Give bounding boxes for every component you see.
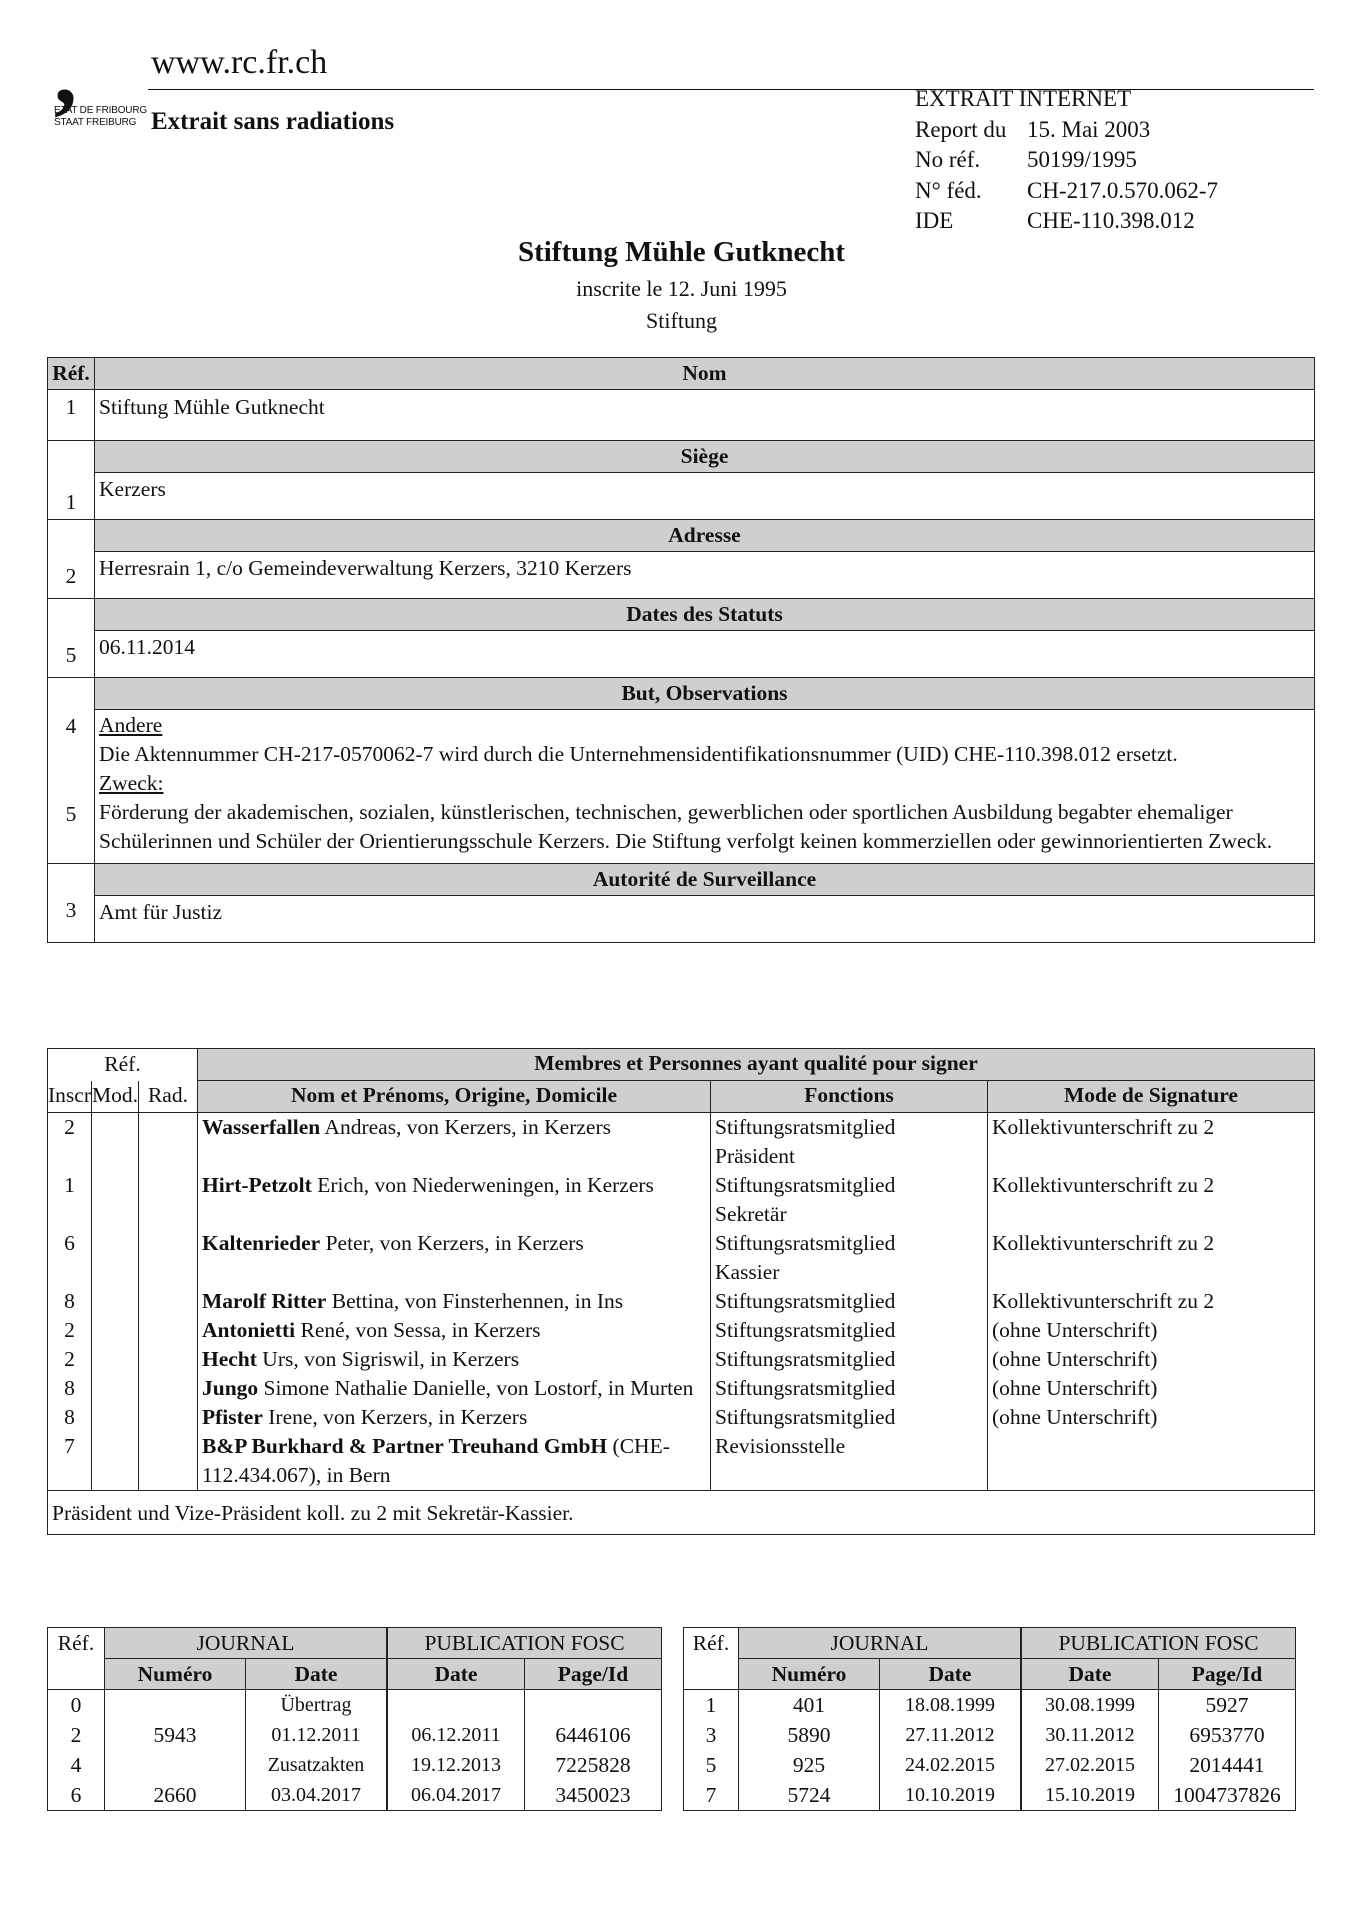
observation-label-zweck: Zweck: (99, 771, 164, 795)
member-name: B&P Burkhard & Partner Treuhand GmbH (CHE-112.434.067), in Bern (197, 1432, 710, 1491)
member-function: Stiftungsratsmitglied (710, 1345, 987, 1374)
journal-date: Zusatzakten (246, 1750, 387, 1780)
ref-cell: 1 (48, 441, 95, 520)
member-name: Hecht Urs, von Sigriswil, in Kerzers (197, 1345, 710, 1374)
member-rad (138, 1229, 197, 1287)
member-mod (91, 1345, 138, 1374)
member-name: Antonietti René, von Sessa, in Kerzers (197, 1316, 710, 1345)
member-function: Stiftungsratsmitglied (710, 1374, 987, 1403)
member-signature (987, 1432, 1314, 1491)
journal-numero: 925 (739, 1750, 880, 1780)
meta-row-ref: No réf. 50199/1995 (915, 147, 1137, 172)
members-title: Membres et Personnes ayant qualité pour signer (197, 1049, 1314, 1081)
register-table (47, 357, 1315, 943)
members-note: Präsident und Vize-Präsident koll. zu 2 mit Sekretär-Kassier. (48, 1491, 1315, 1535)
publication-date: 06.12.2011 (388, 1720, 525, 1750)
member-inscr: 7 (48, 1432, 92, 1491)
member-rad (138, 1113, 197, 1172)
member-function: Stiftungsratsmitglied (710, 1316, 987, 1345)
logo-text-de: STAAT FREIBURG (54, 117, 137, 128)
statuts-value: 06.11.2014 (95, 631, 1315, 678)
meta-row-report: Report du 15. Mai 2003 (915, 116, 1151, 142)
member-name: Marolf Ritter Bettina, von Finsterhennen, in Ins (197, 1287, 710, 1316)
col-name: Nom et Prénoms, Origine, Domicile (197, 1081, 710, 1113)
member-inscr: 2 (48, 1316, 92, 1345)
col-mod: Mod. (91, 1081, 138, 1113)
company-name: Stiftung Mühle Gutknecht (517, 236, 846, 268)
journal-numero: 2660 (105, 1780, 246, 1811)
journal-date: 24.02.2015 (880, 1750, 1021, 1780)
member-rad (138, 1345, 197, 1374)
journal-date: 03.04.2017 (246, 1780, 387, 1811)
publication-page-id: 5927 (1159, 1690, 1296, 1721)
member-function: Stiftungsratsmitglied Kassier (710, 1229, 987, 1287)
ref-cell: 5 (48, 599, 95, 678)
journal-numero: 5943 (105, 1720, 246, 1750)
registration-date: inscrite le 12. Juni 1995 (576, 276, 787, 301)
extract-subtitle: Extrait sans radiations (151, 108, 395, 135)
member-row (48, 1171, 1315, 1229)
ref-cell: 1 (48, 390, 95, 441)
logo-text-fr: ETAT DE FRIBOURG (54, 105, 147, 116)
member-rad (138, 1316, 197, 1345)
member-signature: (ohne Unterschrift) (987, 1403, 1314, 1432)
publication-date: 30.11.2012 (1022, 1720, 1159, 1750)
member-name: Pfister Irene, von Kerzers, in Kerzers (197, 1403, 710, 1432)
member-row (48, 1374, 1315, 1403)
site-url[interactable]: www.rc.fr.ch (151, 44, 328, 81)
member-inscr: 2 (48, 1113, 92, 1172)
canton-logo-mark: , (54, 21, 77, 123)
member-mod (91, 1287, 138, 1316)
member-inscr: 8 (48, 1374, 92, 1403)
journal-numero (105, 1750, 246, 1780)
journal-ref: 6 (48, 1780, 105, 1811)
member-name: Hirt-Petzolt Erich, von Niederweningen, in Kerzers (197, 1171, 710, 1229)
observation-text-andere: Die Aktennummer CH-217-0570062-7 wird durch die Unternehmensidentifikationsnummer (UID) CHE-110.398.012 ersetzt. (99, 742, 1178, 766)
member-row (48, 1316, 1315, 1345)
member-row (48, 1403, 1315, 1432)
extract-meta (915, 84, 1218, 237)
journal-header: JOURNAL (739, 1628, 1021, 1659)
journal-ref: 5 (684, 1750, 739, 1780)
member-signature: (ohne Unterschrift) (987, 1345, 1314, 1374)
member-signature: Kollektivunterschrift zu 2 (987, 1113, 1314, 1172)
publication-date: 19.12.2013 (388, 1750, 525, 1780)
journal-table-left (47, 1627, 662, 1811)
pub-date-header: Date (1022, 1659, 1159, 1690)
publication-page-id: 3450023 (525, 1780, 662, 1811)
member-rad (138, 1287, 197, 1316)
member-mod (91, 1374, 138, 1403)
member-signature: Kollektivunterschrift zu 2 (987, 1171, 1314, 1229)
siege-value: Kerzers (95, 473, 1315, 520)
journal-date: 10.10.2019 (880, 1780, 1021, 1811)
journal-row (48, 1690, 662, 1721)
journal-date: 18.08.1999 (880, 1690, 1021, 1721)
publication-header: PUBLICATION FOSC (1022, 1628, 1296, 1659)
member-function: Stiftungsratsmitglied Präsident (710, 1113, 987, 1172)
member-name: Jungo Simone Nathalie Danielle, von Lostorf, in Murten (197, 1374, 710, 1403)
journal-ref-header: Réf. (684, 1628, 739, 1690)
member-function: Stiftungsratsmitglied (710, 1403, 987, 1432)
member-signature: Kollektivunterschrift zu 2 (987, 1229, 1314, 1287)
publication-date (388, 1690, 525, 1721)
meta-row-ide: IDE CHE-110.398.012 (915, 208, 1195, 233)
journal-numero: 5890 (739, 1720, 880, 1750)
member-row (48, 1113, 1315, 1172)
member-name: Kaltenrieder Peter, von Kerzers, in Kerzers (197, 1229, 710, 1287)
journal-row (684, 1750, 1296, 1780)
journal-table-right (683, 1627, 1296, 1811)
journal-date: Übertrag (246, 1690, 387, 1721)
page-id-header: Page/Id (1159, 1659, 1296, 1690)
journal-row (684, 1780, 1296, 1811)
journal-ref: 3 (684, 1720, 739, 1750)
member-row (48, 1229, 1315, 1287)
observation-label-andere: Andere (99, 713, 163, 737)
member-inscr: 1 (48, 1171, 92, 1229)
member-rad (138, 1374, 197, 1403)
col-signature: Mode de Signature (987, 1081, 1314, 1113)
journal-row (48, 1780, 662, 1811)
company-name-value: Stiftung Mühle Gutknecht (95, 390, 1315, 441)
extract-type: EXTRAIT INTERNET (915, 86, 1132, 111)
member-rad (138, 1171, 197, 1229)
journal-header: JOURNAL (105, 1628, 387, 1659)
col-fonctions: Fonctions (710, 1081, 987, 1113)
member-mod (91, 1316, 138, 1345)
member-inscr: 8 (48, 1287, 92, 1316)
journal-row (684, 1720, 1296, 1750)
journal-numero: 5724 (739, 1780, 880, 1811)
date-header: Date (880, 1659, 1021, 1690)
section-header-siege: Siège (95, 441, 1315, 473)
publication-page-id: 1004737826 (1159, 1780, 1296, 1811)
but-observations (95, 710, 1315, 864)
journal-date: 27.11.2012 (880, 1720, 1021, 1750)
member-mod (91, 1229, 138, 1287)
publication-page-id: 6953770 (1159, 1720, 1296, 1750)
publication-page-id: 7225828 (525, 1750, 662, 1780)
journal-ref: 0 (48, 1690, 105, 1721)
members-table (47, 1048, 1315, 1535)
autorite-value: Amt für Justiz (95, 896, 1315, 943)
member-mod (91, 1113, 138, 1172)
col-inscr: Inscr (48, 1081, 92, 1113)
ref-cell: 4 5 (48, 678, 95, 864)
member-mod (91, 1432, 138, 1491)
member-row (48, 1345, 1315, 1374)
section-header-nom: Nom (95, 358, 1315, 390)
member-row (48, 1287, 1315, 1316)
journal-row (48, 1750, 662, 1780)
numero-header: Numéro (105, 1659, 246, 1690)
member-signature: (ohne Unterschrift) (987, 1374, 1314, 1403)
ref-cell: 2 (48, 520, 95, 599)
journal-ref-header: Réf. (48, 1628, 105, 1690)
member-inscr: 8 (48, 1403, 92, 1432)
publication-header: PUBLICATION FOSC (388, 1628, 662, 1659)
col-rad: Rad. (138, 1081, 197, 1113)
publication-page-id (525, 1690, 662, 1721)
member-signature: Kollektivunterschrift zu 2 (987, 1287, 1314, 1316)
journal-row (48, 1720, 662, 1750)
member-row (48, 1432, 1315, 1491)
member-mod (91, 1403, 138, 1432)
publication-date: 30.08.1999 (1022, 1690, 1159, 1721)
ref-cell: 3 (48, 864, 95, 943)
member-name: Wasserfallen Andreas, von Kerzers, in Kerzers (197, 1113, 710, 1172)
journal-numero (105, 1690, 246, 1721)
journal-date: 01.12.2011 (246, 1720, 387, 1750)
legal-form: Stiftung (646, 308, 717, 333)
publication-date: 06.04.2017 (388, 1780, 525, 1811)
observation-text-zweck: Förderung der akademischen, sozialen, künstlerischen, technischen, gewerblichen oder sportlichen Ausbildung begabter ehemaliger Schülerinnen und Schüler der Orientierungsschule Kerzers. Die Stiftung verfolgt keinen kommerziellen oder gewinnorientierten Zweck. (99, 800, 1273, 853)
page-id-header: Page/Id (525, 1659, 662, 1690)
member-function: Revisionsstelle (710, 1432, 987, 1491)
publication-date: 15.10.2019 (1022, 1780, 1159, 1811)
member-rad (138, 1432, 197, 1491)
journal-ref: 7 (684, 1780, 739, 1811)
journal-ref: 1 (684, 1690, 739, 1721)
member-signature: (ohne Unterschrift) (987, 1316, 1314, 1345)
section-header-but: But, Observations (95, 678, 1315, 710)
pub-date-header: Date (388, 1659, 525, 1690)
section-header-autorite: Autorité de Surveillance (95, 864, 1315, 896)
ref-header: Réf. (48, 358, 95, 390)
numero-header: Numéro (739, 1659, 880, 1690)
publication-page-id: 6446106 (525, 1720, 662, 1750)
member-mod (91, 1171, 138, 1229)
adresse-value: Herresrain 1, c/o Gemeindeverwaltung Kerzers, 3210 Kerzers (95, 552, 1315, 599)
member-function: Stiftungsratsmitglied (710, 1287, 987, 1316)
member-inscr: 2 (48, 1345, 92, 1374)
journal-row (684, 1690, 1296, 1721)
member-rad (138, 1403, 197, 1432)
publication-page-id: 2014441 (1159, 1750, 1296, 1780)
member-inscr: 6 (48, 1229, 92, 1287)
members-ref-header: Réf. (48, 1049, 198, 1081)
journal-ref: 2 (48, 1720, 105, 1750)
publication-date: 27.02.2015 (1022, 1750, 1159, 1780)
member-function: Stiftungsratsmitglied Sekretär (710, 1171, 987, 1229)
journal-numero: 401 (739, 1690, 880, 1721)
date-header: Date (246, 1659, 387, 1690)
section-header-statuts: Dates des Statuts (95, 599, 1315, 631)
section-header-adresse: Adresse (95, 520, 1315, 552)
meta-row-fed: N° féd. CH-217.0.570.062-7 (915, 177, 1219, 203)
journal-ref: 4 (48, 1750, 105, 1780)
